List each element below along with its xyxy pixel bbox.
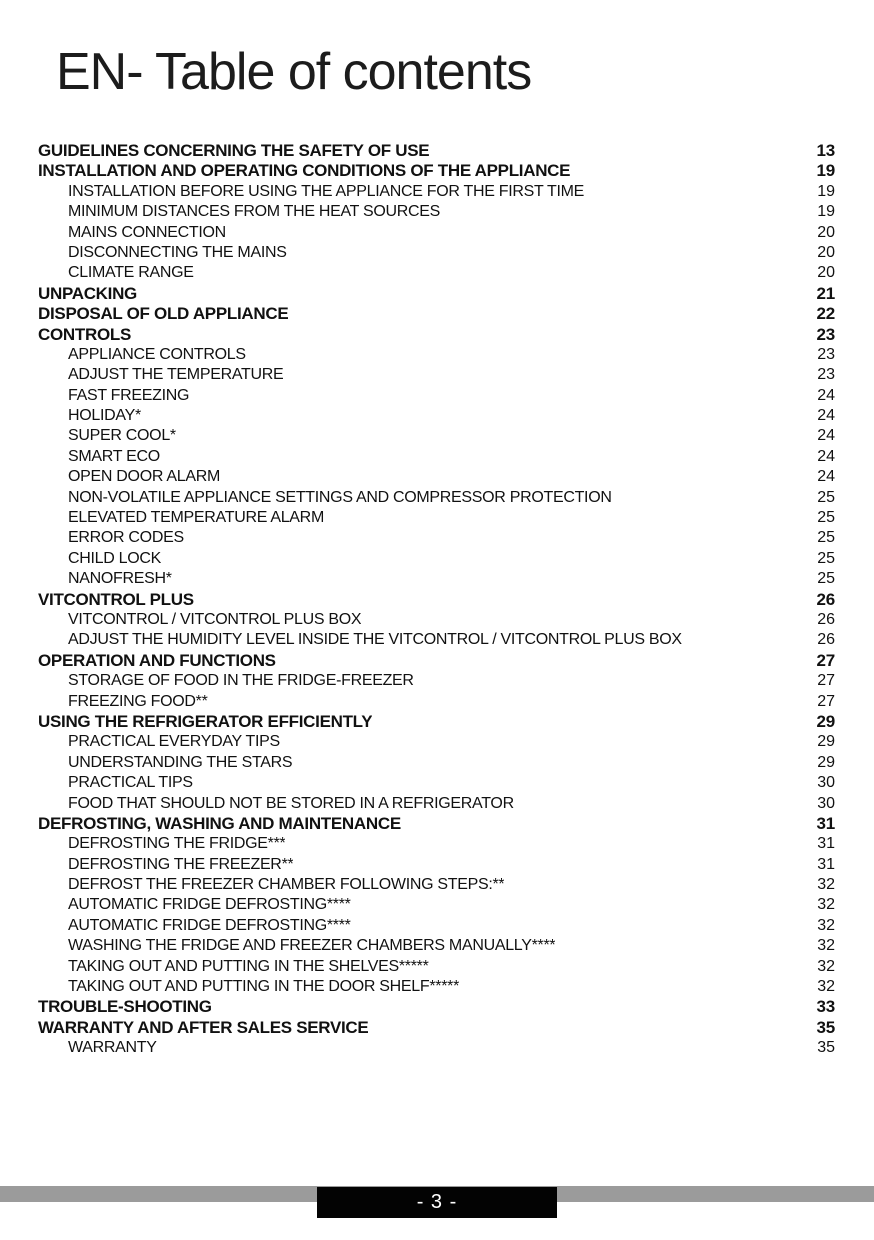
toc-row (38, 671, 835, 691)
toc-row (38, 182, 835, 202)
toc-row (38, 345, 835, 365)
toc-entry-page: 23 (817, 345, 835, 363)
toc-row (38, 977, 835, 997)
toc-entry-page: 29 (816, 711, 835, 731)
toc-entry-label: ADJUST THE TEMPERATURE (68, 366, 284, 384)
toc-row (38, 161, 835, 181)
toc-row (38, 692, 835, 712)
toc-entry-label: MAINS CONNECTION (68, 223, 226, 241)
toc-row (38, 549, 835, 569)
toc-entry-page: 30 (817, 774, 835, 792)
toc-entry-label: MINIMUM DISTANCES FROM THE HEAT SOURCES (68, 203, 441, 221)
toc-entry-label: NANOFRESH* (68, 570, 172, 588)
toc-entry-page: 30 (817, 794, 835, 812)
toc-row (38, 875, 835, 895)
toc-row (38, 1018, 835, 1038)
page-number-badge (317, 1187, 557, 1218)
toc-entry-page: 22 (816, 304, 835, 324)
toc-entry-label: FREEZING FOOD** (68, 692, 208, 710)
toc-row (38, 141, 835, 161)
toc-entry-page: 32 (817, 916, 835, 934)
toc-row (38, 467, 835, 487)
toc-entry-page: 32 (817, 937, 835, 955)
toc-row (38, 1038, 835, 1058)
toc-entry-label: ADJUST THE HUMIDITY LEVEL INSIDE THE VITCONTROL / VITCONTROL PLUS BOX (68, 631, 682, 649)
toc-row (38, 365, 835, 385)
toc-entry-label: UNPACKING (38, 283, 137, 303)
toc-row (38, 794, 835, 814)
toc-row (38, 936, 835, 956)
toc-entry-page: 35 (817, 1039, 835, 1057)
toc-entry-page: 27 (817, 692, 835, 710)
toc-entry-label: APPLIANCE CONTROLS (68, 345, 246, 363)
toc-entry-page: 20 (817, 243, 835, 261)
toc-entry-page: 24 (817, 386, 835, 404)
toc-entry-label: DEFROSTING THE FRIDGE*** (68, 835, 286, 853)
toc-entry-page: 20 (817, 223, 835, 241)
page-number: - 3 - (416, 1191, 458, 1213)
toc-entry-page: 26 (817, 631, 835, 649)
page-title: EN- Table of contents (56, 43, 532, 101)
toc-row (38, 753, 835, 773)
toc-entry-label: HOLIDAY* (68, 407, 141, 425)
toc-entry-page: 32 (817, 896, 835, 914)
toc-entry-page: 23 (817, 366, 835, 384)
toc-entry-label: TROUBLE-SHOOTING (38, 997, 212, 1017)
toc-entry-page: 35 (816, 1017, 835, 1037)
toc-entry-label: DEFROST THE FREEZER CHAMBER FOLLOWING STEPS:** (68, 876, 505, 894)
toc-entry-page: 19 (817, 182, 835, 200)
toc-entry-page: 21 (816, 283, 835, 303)
toc-row (38, 528, 835, 548)
toc-entry-label: DEFROSTING THE FREEZER** (68, 855, 294, 873)
toc-row (38, 997, 835, 1017)
toc-entry-page: 27 (817, 672, 835, 690)
toc-entry-label: FOOD THAT SHOULD NOT BE STORED IN A REFRIGERATOR (68, 794, 514, 812)
toc-row (38, 325, 835, 345)
toc-row (38, 406, 835, 426)
toc-entry-page: 25 (817, 529, 835, 547)
toc-entry-label: NON-VOLATILE APPLIANCE SETTINGS AND COMPRESSOR PROTECTION (68, 488, 612, 506)
toc-row (38, 651, 835, 671)
toc-row (38, 712, 835, 732)
toc-entry-label: WASHING THE FRIDGE AND FREEZER CHAMBERS MANUALLY**** (68, 937, 556, 955)
toc-entry-label: ELEVATED TEMPERATURE ALARM (68, 509, 324, 527)
toc-entry-page: 25 (817, 549, 835, 567)
toc-entry-label: PRACTICAL TIPS (68, 774, 193, 792)
toc-entry-label: USING THE REFRIGERATOR EFFICIENTLY (38, 711, 373, 731)
toc-row (38, 202, 835, 222)
toc-entry-label: CLIMATE RANGE (68, 264, 194, 282)
toc-entry-label: VITCONTROL PLUS (38, 589, 194, 609)
toc-row (38, 855, 835, 875)
toc-row (38, 508, 835, 528)
toc-entry-label: FAST FREEZING (68, 386, 190, 404)
toc-entry-page: 19 (816, 161, 835, 181)
toc-entry-page: 32 (817, 978, 835, 996)
toc-entry-label: CONTROLS (38, 324, 131, 344)
toc-row (38, 814, 835, 834)
toc-entry-page: 31 (817, 855, 835, 873)
toc-entry-label: TAKING OUT AND PUTTING IN THE DOOR SHELF***** (68, 978, 460, 996)
toc-entry-label: INSTALLATION AND OPERATING CONDITIONS OF THE APPLIANCE (38, 161, 571, 181)
toc-entry-page: 32 (817, 957, 835, 975)
toc-entry-label: AUTOMATIC FRIDGE DEFROSTING**** (68, 896, 351, 914)
toc-entry-label: PRACTICAL EVERYDAY TIPS (68, 733, 280, 751)
toc-row (38, 447, 835, 467)
toc-entry-label: INSTALLATION BEFORE USING THE APPLIANCE FOR THE FIRST TIME (68, 182, 585, 200)
toc-entry-label: TAKING OUT AND PUTTING IN THE SHELVES***** (68, 957, 429, 975)
toc-row (38, 263, 835, 283)
toc-row (38, 386, 835, 406)
toc-entry-page: 29 (817, 753, 835, 771)
toc-entry-page: 31 (817, 835, 835, 853)
toc-entry-label: WARRANTY AND AFTER SALES SERVICE (38, 1017, 369, 1037)
toc-entry-label: DISCONNECTING THE MAINS (68, 243, 287, 261)
toc-entry-page: 24 (817, 427, 835, 445)
toc-entry-page: 25 (817, 509, 835, 527)
toc-entry-page: 24 (817, 407, 835, 425)
toc-entry-label: DEFROSTING, WASHING AND MAINTENANCE (38, 813, 401, 833)
toc-entry-label: GUIDELINES CONCERNING THE SAFETY OF USE (38, 141, 430, 160)
toc-entry-page: 24 (817, 468, 835, 486)
toc-entry-label: AUTOMATIC FRIDGE DEFROSTING**** (68, 916, 351, 934)
toc-row (38, 243, 835, 263)
table-of-contents (38, 141, 835, 1059)
toc-entry-label: STORAGE OF FOOD IN THE FRIDGE-FREEZER (68, 672, 414, 690)
toc-entry-label: CHILD LOCK (68, 549, 162, 567)
toc-entry-label: WARRANTY (68, 1039, 157, 1057)
toc-entry-page: 19 (817, 203, 835, 221)
toc-entry-page: 13 (816, 141, 835, 160)
toc-row (38, 569, 835, 589)
toc-entry-page: 33 (816, 997, 835, 1017)
toc-row (38, 590, 835, 610)
toc-row (38, 284, 835, 304)
toc-entry-label: VITCONTROL / VITCONTROL PLUS BOX (68, 610, 362, 628)
toc-entry-page: 26 (816, 589, 835, 609)
toc-entry-page: 32 (817, 876, 835, 894)
toc-row (38, 916, 835, 936)
toc-entry-page: 29 (817, 733, 835, 751)
toc-entry-page: 24 (817, 447, 835, 465)
toc-entry-page: 27 (816, 650, 835, 670)
toc-row (38, 610, 835, 630)
toc-row (38, 304, 835, 324)
toc-entry-label: OPERATION AND FUNCTIONS (38, 650, 276, 670)
toc-row (38, 630, 835, 650)
toc-entry-page: 31 (816, 813, 835, 833)
toc-entry-page: 26 (817, 610, 835, 628)
toc-entry-label: OPEN DOOR ALARM (68, 468, 220, 486)
toc-entry-page: 25 (817, 488, 835, 506)
toc-entry-label: ERROR CODES (68, 529, 184, 547)
toc-row (38, 488, 835, 508)
toc-entry-label: DISPOSAL OF OLD APPLIANCE (38, 304, 289, 324)
toc-row (38, 732, 835, 752)
toc-row (38, 834, 835, 854)
toc-row (38, 895, 835, 915)
toc-entry-page: 23 (816, 324, 835, 344)
toc-row (38, 223, 835, 243)
toc-entry-page: 25 (817, 570, 835, 588)
toc-entry-page: 20 (817, 264, 835, 282)
toc-entry-label: UNDERSTANDING THE STARS (68, 753, 293, 771)
toc-entry-label: SMART ECO (68, 447, 160, 465)
toc-entry-label: SUPER COOL* (68, 427, 176, 445)
toc-row (38, 426, 835, 446)
toc-row (38, 957, 835, 977)
toc-row (38, 773, 835, 793)
